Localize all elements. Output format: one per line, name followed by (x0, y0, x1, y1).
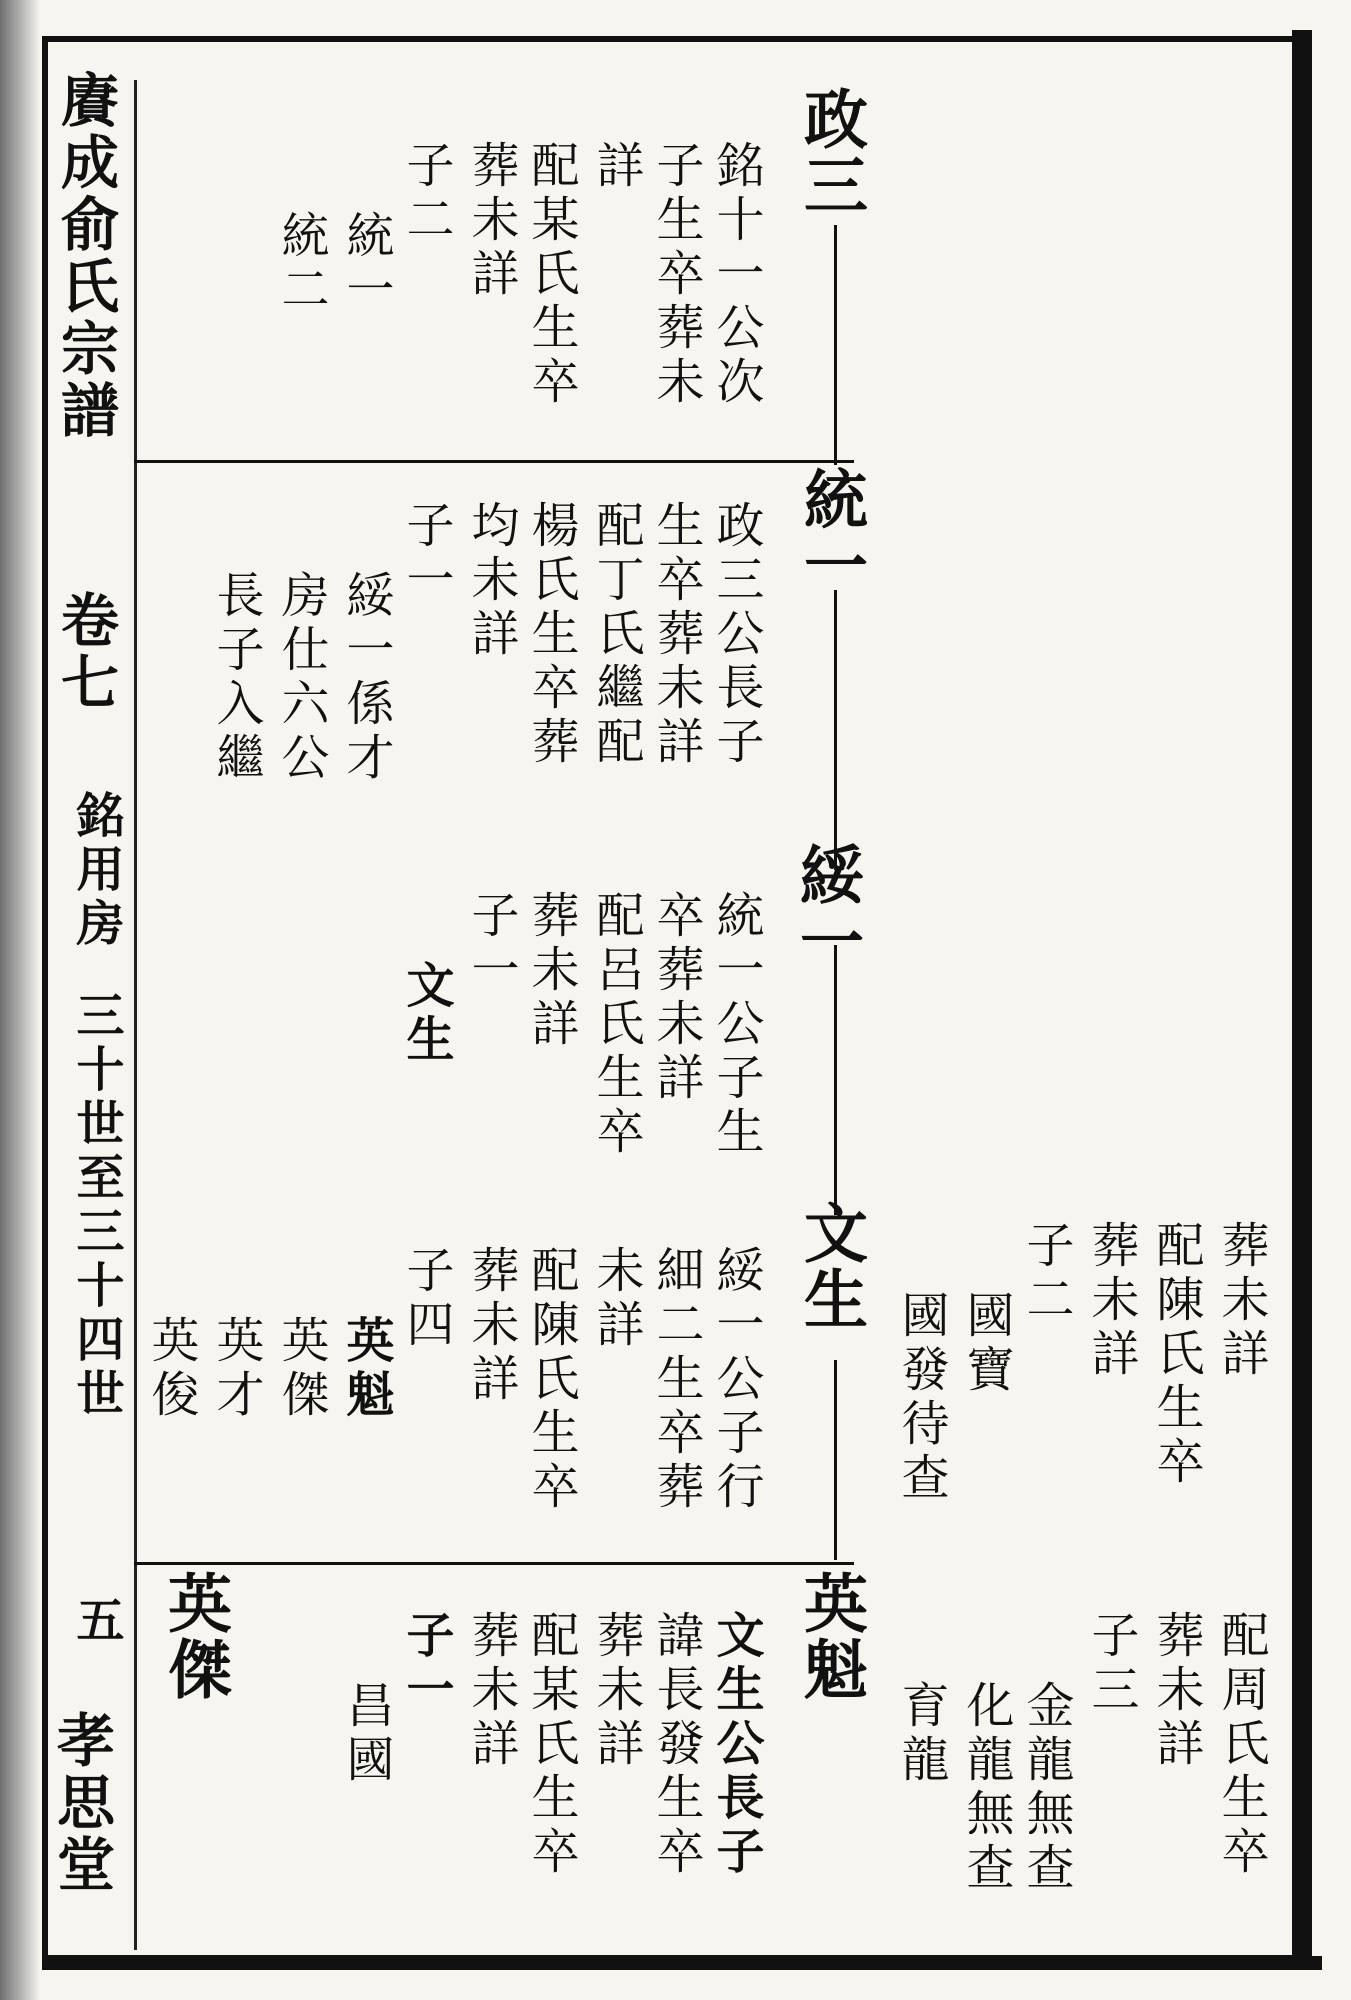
entry-line: 諱長發生卒 (648, 1610, 704, 1880)
entry-line: 英傑 (273, 1315, 329, 1423)
entry-line: 配陳氏生卒 (523, 1245, 579, 1515)
entry-line: 楊氏生卒葬 (523, 500, 579, 770)
entry-line: 昌國 (338, 1680, 394, 1788)
entry-line: 英魁 (338, 1315, 394, 1423)
entry-line: 葬未詳 (523, 890, 579, 1052)
volume-label: 卷七 (51, 590, 119, 714)
book-title: 賡成俞氏宗譜 (51, 70, 119, 442)
node-name-zheng-san: 政三 (793, 86, 868, 218)
entry-line: 子生卒葬未 (648, 140, 704, 410)
generation-range: 三十世至三十四世 (68, 990, 124, 1422)
entry-line: 銘十一公次 (708, 140, 764, 410)
entry-line: 金龍無查 (1018, 1680, 1074, 1896)
entry-line: 葬未詳 (1083, 1220, 1139, 1382)
node-name-ying-jie: 英傑 (157, 1570, 232, 1702)
entry-line: 細二生卒葬 (648, 1245, 704, 1515)
entry-line: 房仕六公 (273, 570, 329, 786)
entry-line: 詳 (588, 140, 644, 194)
frame-bottom-border (42, 1956, 1322, 1970)
entry-line: 英俊 (143, 1315, 199, 1423)
frame-right-border (1292, 30, 1312, 1970)
entry-line: 國發待查 (893, 1290, 949, 1506)
entry-line: 未詳 (588, 1245, 644, 1353)
entry-line: 統一公子生 (708, 890, 764, 1160)
entry-line: 英才 (208, 1315, 264, 1423)
entry-line: 文生 (398, 960, 454, 1068)
node-name-sui-yi: 綏一 (789, 842, 864, 974)
entry-line: 政三公長子 (708, 500, 764, 770)
entry-line: 葬未詳 (463, 1610, 519, 1772)
entry-line: 配某氏生卒 (523, 140, 579, 410)
entry-line: 育龍 (893, 1680, 949, 1788)
entry-line: 子二 (1018, 1220, 1074, 1328)
entry-line: 子一 (398, 1610, 454, 1718)
entry-line: 文生公長子 (708, 1610, 764, 1880)
lineage-line-4 (834, 1360, 837, 1560)
entry-line: 化龍無查 (958, 1680, 1014, 1896)
entry-line: 綏一係才 (338, 570, 394, 786)
entry-line: 子二 (398, 140, 454, 248)
entry-line: 葬未詳 (588, 1610, 644, 1772)
entry-line: 生卒葬未詳 (648, 500, 704, 770)
entry-line: 綏一公子行 (708, 1245, 764, 1515)
entry-line: 葬未詳 (463, 1245, 519, 1407)
node-name-tong-yi: 統一 (793, 466, 868, 598)
entry-line: 葬未詳 (463, 140, 519, 302)
entry-line: 卒葬未詳 (648, 890, 704, 1106)
entry-line: 子三 (1083, 1610, 1139, 1718)
lineage-line-1 (834, 225, 837, 465)
lineage-line-2 (834, 590, 837, 870)
entry-line: 統二 (273, 210, 329, 318)
page-number: 五 (68, 1595, 124, 1649)
entry-line: 配丁氏繼配 (588, 500, 644, 770)
section-divider-2 (134, 1562, 854, 1565)
entry-line: 子四 (398, 1245, 454, 1353)
hall-name: 孝思堂 (47, 1710, 115, 1896)
entry-line: 均未詳 (463, 500, 519, 662)
genealogy-page (22, 30, 1312, 1970)
entry-line: 配陳氏生卒 (1148, 1220, 1204, 1490)
entry-line: 國寶 (958, 1290, 1014, 1398)
entry-line: 配呂氏生卒 (588, 890, 644, 1160)
entry-line: 統一 (338, 210, 394, 318)
node-name-ying-kui: 英魁 (793, 1570, 868, 1702)
margin-divider-line (134, 80, 137, 1950)
section-divider-1 (134, 460, 854, 463)
entry-line: 配某氏生卒 (523, 1610, 579, 1880)
entry-line: 子一 (463, 890, 519, 998)
node-name-wen-sheng: 文生 (793, 1200, 868, 1332)
branch-label: 銘用房 (68, 790, 124, 952)
entry-line: 葬未詳 (1213, 1220, 1269, 1382)
entry-line: 長子入繼 (208, 570, 264, 786)
entry-line: 子一 (398, 500, 454, 608)
entry-line: 配周氏生卒 (1213, 1610, 1269, 1880)
lineage-line-3 (834, 945, 837, 1215)
entry-line: 葬未詳 (1148, 1610, 1204, 1772)
